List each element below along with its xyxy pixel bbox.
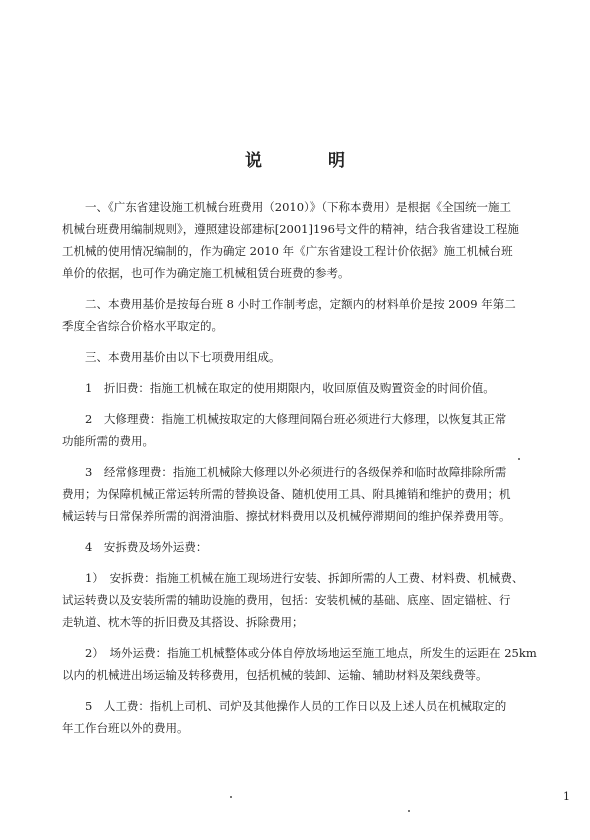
text-line: 以内的机械进出场运输及转移费用，包括机械的装卸、运输、辅助材料及架线费等。 [62, 668, 488, 682]
text-line: 三、本费用基价由以下七项费用组成。 [62, 350, 281, 364]
page-title: 说 明 [245, 151, 375, 171]
text-line: 1 折旧费：指施工机械在取定的使用期限内，收回原值及购置资金的时间价值。 [62, 381, 495, 395]
text-line: 费用；为保障机械正常运转所需的替换设备、随机使用工具、附具摊销和维护的费用；机 [62, 487, 511, 501]
text-line: 机械台班费用编制规则》，遵照建设部建标[2001]196号文件的精神，结合我省建设工程施 [62, 222, 519, 236]
paragraph-8 [62, 567, 552, 633]
paragraph-6 [62, 461, 552, 527]
text-line: 走轨道、枕木等的折旧费及其搭设、拆除费用； [62, 615, 304, 629]
scan-speck [408, 810, 410, 812]
paragraph-2 [62, 293, 552, 337]
text-line: 工机械的使用情况编制的，作为确定 2010 年《广东省建设工程计价依据》施工机械台班 [62, 244, 513, 258]
paragraph-4 [62, 377, 552, 399]
scan-speck [230, 796, 232, 798]
scan-speck [518, 458, 520, 460]
page-number: 1 [563, 790, 570, 803]
paragraph-9 [62, 642, 552, 686]
text-line: 1） 安拆费：指施工机械在施工现场进行安装、拆卸所需的人工费、材料费、机械费、 [62, 571, 524, 585]
paragraph-1 [62, 196, 552, 284]
text-line: 功能所需的费用。 [62, 434, 154, 448]
paragraph-7 [62, 536, 552, 558]
text-line: 一、《广东省建设施工机械台班费用（2010）》（下称本费用）是根据《全国统一施工 [62, 200, 512, 214]
text-line: 单价的依据，也可作为确定施工机械租赁台班费的参考。 [62, 266, 350, 280]
text-line: 试运转费以及安装所需的辅助设施的费用，包括：安装机械的基础、底座、固定锚桩、行 [62, 593, 511, 607]
paragraph-3 [62, 346, 552, 368]
text-line: 3 经常修理费：指施工机械除大修理以外必须进行的各级保养和临时故障排除所需 [62, 465, 507, 479]
text-line: 年工作台班以外的费用。 [62, 721, 189, 735]
text-line: 5 人工费：指机上司机、司炉及其他操作人员的工作日以及上述人员在机械取定的 [62, 699, 507, 713]
text-line: 季度全省综合价格水平取定的。 [62, 319, 223, 333]
body-text [62, 196, 552, 748]
paragraph-5 [62, 408, 552, 452]
text-line: 械运转与日常保养所需的润滑油脂、擦拭材料费用以及机械停滞期间的维护保养费用等。 [62, 509, 511, 523]
text-line: 4 安拆费及场外运费： [62, 540, 208, 554]
paragraph-10 [62, 695, 552, 739]
text-line: 2） 场外运费：指施工机械整体或分体自停放场地运至施工地点，所发生的运距在 25km [62, 646, 537, 660]
text-line: 2 大修理费：指施工机械按取定的大修理间隔台班必须进行大修理，以恢复其正常 [62, 412, 507, 426]
text-line: 二、本费用基价是按每台班 8 小时工作制考虑，定额内的材料单价是按 2009 年第二 [62, 297, 516, 311]
